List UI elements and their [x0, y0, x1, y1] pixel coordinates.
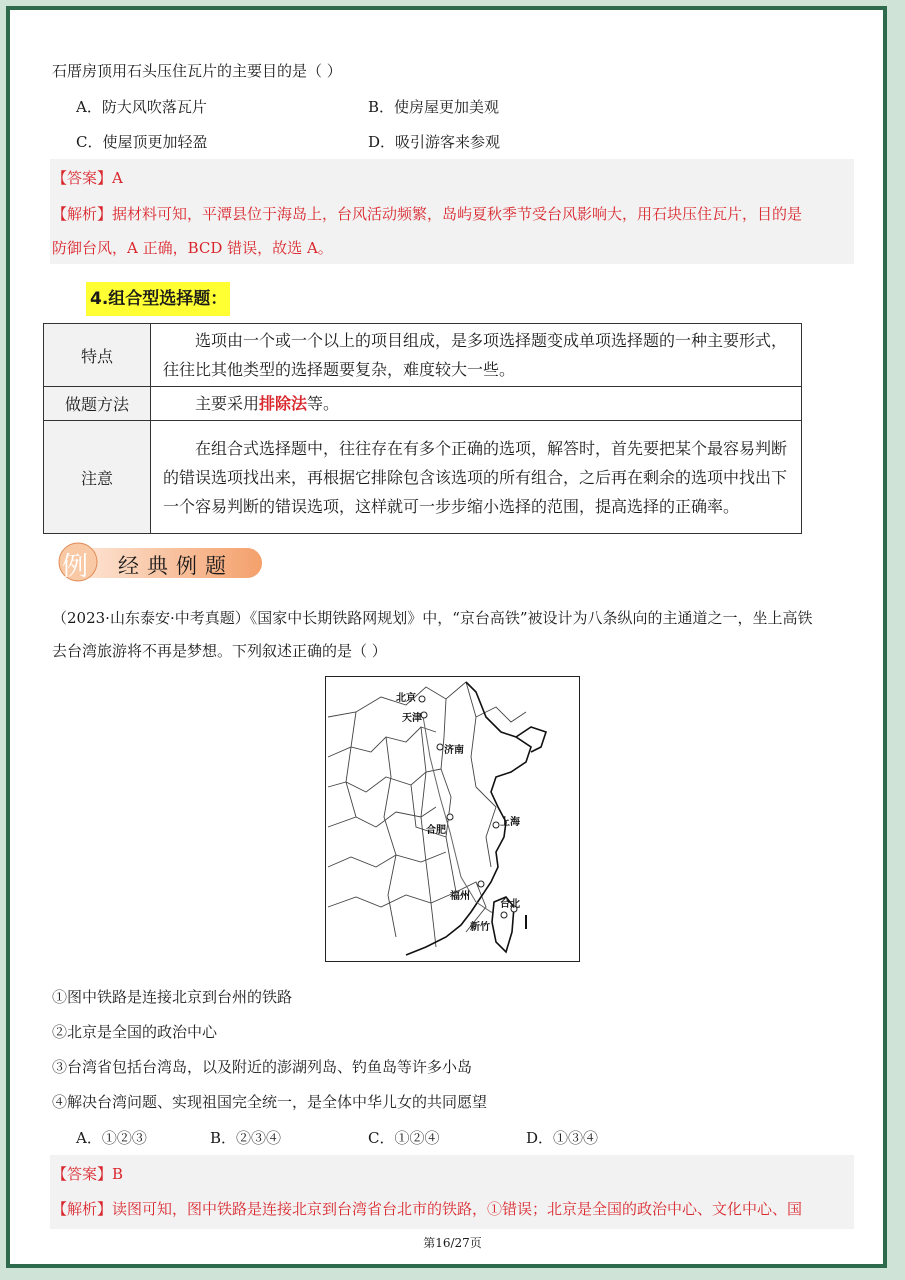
map-svg: [326, 677, 578, 960]
city-beijing: 北京: [396, 693, 416, 704]
example-section-title: 经典例题: [118, 554, 234, 578]
q1-option-a: A．防大风吹落瓦片: [76, 98, 207, 116]
q1-answer: [52, 167, 123, 188]
table-row: [44, 324, 802, 387]
q1-stem: 石厝房顶用石头压住瓦片的主要目的是（ ）: [52, 62, 342, 80]
q2-stem-line2: 去台湾旅游将不再是梦想。下列叙述正确的是（ ）: [52, 642, 387, 660]
city-taibei: 台北: [500, 899, 520, 910]
q1-analysis-line1: [52, 203, 802, 224]
city-hefei: 合肥: [426, 825, 446, 836]
statement-2: ②北京是全国的政治中心: [52, 1023, 218, 1041]
q1-analysis-line2: 防御台风，A 正确，BCD 错误，故选 A。: [52, 239, 333, 257]
table-row: [44, 421, 802, 534]
q1-option-c: C．使屋顶更加轻盈: [76, 133, 208, 151]
method-post: 等。: [307, 394, 340, 413]
coastline: [406, 682, 546, 955]
q2-answer-box: [50, 1155, 854, 1229]
q1-option-d: D．吸引游客来参观: [368, 133, 501, 151]
q2-answer: [52, 1163, 123, 1184]
features-text: 选项由一个或一个以上的项目组成，是多项选择题变成单项选择题的一种主要形式，往往比其他类型的选择题要复杂，难度较大一些。: [163, 331, 788, 379]
q2-analysis-tag: 【解析】: [52, 1200, 113, 1218]
city-shanghai: 上海: [500, 817, 520, 828]
statement-1: ①图中铁路是连接北京到台州的铁路: [52, 988, 293, 1006]
combo-question-table: [43, 323, 802, 534]
page-number: 第16/27页: [423, 1236, 482, 1250]
q2-option-a: A．①②③: [76, 1129, 147, 1147]
q2-option-c: C．①②④: [368, 1129, 440, 1147]
q1-analysis-tag: 【解析】: [52, 205, 113, 223]
notes-text: 在组合式选择题中，往往存在有多个正确的选项，解答时，首先要把某个最容易判断的错误选项找出来，再根据它排除包含该选项的所有组合，之后再在剩余的选项中找出下一个容易判断的错误选项，这样就可一步步缩小选择的范围，提高选择的正确率。: [163, 438, 788, 516]
q2-answer-tag: 【答案】: [52, 1165, 113, 1183]
q1-answer-value: A: [112, 169, 123, 187]
city-tianjin: 天津: [402, 713, 422, 724]
example-icon: 例: [62, 552, 89, 582]
railway-map: [325, 676, 580, 962]
city-markers: [419, 696, 517, 918]
q2-analysis-line1: [52, 1198, 802, 1219]
section-4-heading: 4.组合型选择题：: [86, 282, 230, 316]
q1-analysis-text1: 据材料可知，平潭县位于海岛上，台风活动频繁，岛屿夏秋季节受台风影响大，用石块压住瓦片，目的是: [112, 205, 803, 223]
q1-answer-box: [50, 159, 854, 264]
statement-4: ④解决台湾问题、实现祖国完全统一，是全体中华儿女的共同愿望: [52, 1093, 488, 1111]
statement-3: ③台湾省包括台湾岛，以及附近的澎湖列岛、钓鱼岛等许多小岛: [52, 1058, 473, 1076]
q2-analysis-text1: 读图可知，图中铁路是连接北京到台湾省台北市的铁路，①错误；北京是全国的政治中心、文化中心、国: [112, 1200, 803, 1218]
q1-answer-tag: 【答案】: [52, 169, 113, 187]
row-head-features: 特点: [44, 324, 151, 387]
row-body-method: [151, 387, 802, 421]
row-head-notes: 注意: [44, 421, 151, 534]
city-jinan: 济南: [444, 745, 464, 756]
method-text: [163, 389, 787, 418]
q2-option-d: D．①③④: [526, 1129, 599, 1147]
method-emphasis: 排除法: [259, 394, 308, 413]
city-fuzhou: 福州: [450, 891, 470, 902]
row-body-notes: [151, 421, 802, 534]
row-head-method: 做题方法: [44, 387, 151, 421]
row-body-features: [151, 324, 802, 387]
example-section-banner: [56, 542, 264, 582]
q2-stem-line1: （2023·山东泰安·中考真题）《国家中长期铁路网规划》中，“京台高铁”被设计为八条纵向的主通道之一，坐上高铁: [52, 609, 813, 627]
q2-answer-value: B: [112, 1165, 124, 1183]
city-xinzhu: 新竹: [470, 922, 490, 933]
q1-option-b: B．使房屋更加美观: [368, 98, 500, 116]
q2-option-b: B．②③④: [210, 1129, 282, 1147]
table-row: [44, 387, 802, 421]
method-pre: 主要采用: [195, 394, 260, 413]
